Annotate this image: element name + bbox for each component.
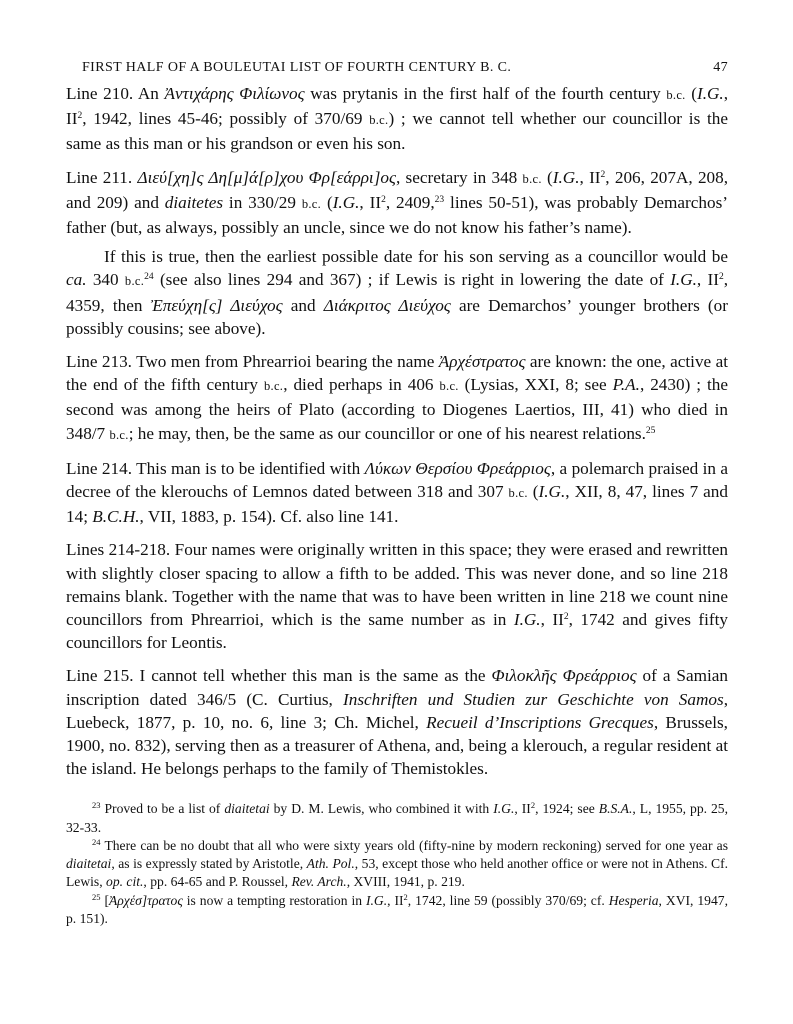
superscript: 23 — [92, 800, 101, 811]
text-run: ( — [527, 482, 539, 502]
italic-text: Ath. Pol. — [306, 856, 355, 872]
italic-text: Hesperia — [608, 892, 659, 908]
small-caps-text: b.c. — [124, 274, 145, 289]
small-caps-text: b.c. — [666, 88, 686, 102]
text-run: , 4359, then — [66, 270, 729, 315]
text-run: , II — [540, 610, 564, 630]
small-caps-text: b.c. — [439, 379, 459, 394]
italic-text: Rev. Arch. — [291, 874, 347, 890]
italic-text: diaitetai — [66, 856, 112, 872]
running-title: FIRST HALF OF A BOULEUTAI LIST OF FOURTH CENTURY B. C. — [82, 60, 512, 75]
text-run: , Brussels, 1900, no. 832), serving then as a treasurer of Athena, and, being a klerouch, a regular resident at the island. He belongs perhaps to the family of Themistokles. — [66, 712, 728, 779]
superscript: 2 — [718, 272, 724, 283]
text-run: and — [282, 295, 324, 315]
text-run: , II — [514, 801, 531, 817]
small-caps-text: b.c. — [522, 171, 542, 186]
italic-text: Διεύ[χη]ς Δη[μ]ά[ρ]χου Φρ[εάρρι]ος — [137, 167, 396, 187]
body-text — [66, 82, 728, 780]
italic-text: B.S.A. — [598, 801, 633, 817]
text-run: Line 214. This man is to be identified with — [66, 458, 365, 478]
italic-text: Ἀρχέσ]τρατος — [108, 892, 183, 908]
text-run: , as is expressly stated by Aristotle, — [111, 856, 307, 872]
superscript: 24 — [92, 836, 101, 847]
paragraph-line-210 — [66, 82, 728, 156]
superscript: 2 — [600, 169, 606, 180]
italic-text: I.G. — [513, 610, 541, 630]
small-caps-text: b.c. — [508, 486, 528, 501]
text-run: There can be no doubt that all who were sixty years old (fifty-nine by modern reckoning) served for one year as — [100, 837, 728, 853]
small-caps-text: b.c. — [109, 427, 129, 442]
text-run: , a polemarch praised in a decree of the klerouchs of Lemnos dated between 318 and 307 — [66, 458, 728, 502]
text-run: , VII, 1883, p. 154). Cf. also line 141. — [139, 507, 399, 527]
text-run: , 2409, — [385, 192, 435, 212]
small-caps-text: b.c. — [301, 196, 322, 211]
text-run: , XII, 8, 47, lines 7 and 14; — [66, 482, 728, 527]
text-run: ( — [541, 167, 553, 187]
paragraph-line-213 — [66, 350, 728, 447]
text-run: Line 210. An — [66, 84, 165, 103]
running-head — [66, 56, 728, 82]
italic-text: Λύκων Θερσίου Φρεάρριος — [364, 458, 551, 478]
text-run: ) ; we cannot tell whether our councillor is the same as this man or his grandson or even his son. — [66, 109, 729, 154]
text-run: [ — [100, 892, 109, 908]
text-run: ( — [321, 192, 333, 212]
footnote-fn-25 — [66, 892, 728, 928]
text-run: , II — [579, 167, 601, 187]
text-run: , 1742, line 59 (possibly 370/69; cf. — [407, 892, 609, 908]
text-run: by D. M. Lewis, who combined it with — [269, 801, 494, 817]
italic-text: I.G. — [552, 167, 580, 187]
italic-text: Inschriften und Studien zur Geschichte von Samos — [343, 689, 724, 709]
text-run: , Luebeck, 1877, p. 10, no. 6, line 3; Ch. Michel, — [66, 689, 728, 732]
paragraph-line-211 — [66, 166, 728, 240]
italic-text: Ἀντιχάρης Φιλίωνος — [164, 84, 305, 103]
italic-text: I.G. — [538, 482, 566, 502]
text-run: 340 — [86, 270, 125, 290]
text-run: of a Samian inscription dated 346/5 (C. Curtius, — [66, 666, 728, 709]
superscript: 2 — [563, 612, 569, 623]
text-run: are known: the one, active at the end of the fifth century — [66, 352, 728, 395]
text-run: , 1924; see — [535, 801, 599, 817]
italic-text: Recueil d’Inscriptions Grecques — [426, 712, 654, 732]
footnotes — [66, 800, 728, 927]
text-run: , 1742 and gives fifty councillors for Leontis. — [66, 610, 728, 653]
italic-text: ca. — [66, 270, 87, 290]
text-run: was prytanis in the first half of the fourth century — [304, 84, 667, 103]
superscript: 2 — [77, 111, 83, 122]
text-run: Line 215. I cannot tell whether this man is the same as the — [66, 666, 492, 686]
text-run: , L, 1955, pp. 25, 32-33. — [66, 801, 729, 835]
text-run: in 330/29 — [223, 192, 302, 212]
text-run: (see also lines 294 and 367) ; if Lewis is right in lowering the date of — [153, 270, 671, 290]
superscript: 2 — [403, 891, 408, 902]
superscript: 25 — [92, 891, 101, 902]
small-caps-text: b.c. — [369, 113, 389, 128]
superscript: 24 — [144, 272, 154, 283]
text-run: ; he may, then, be the same as our councillor or one of his nearest relations. — [128, 423, 646, 443]
text-run: , 2430) ; the second was among the heirs of Plato (according to Diogenes Laertios, III, 41) who died in 348/7 — [66, 375, 728, 443]
italic-text: I.G. — [696, 84, 724, 103]
text-run: , 53, except those who held another office or were not in Athens. Cf. Lewis, — [66, 856, 728, 890]
text-run: If this is true, then the earliest possible date for his son serving as a councillor would be — [104, 247, 728, 267]
small-caps-text: b.c. — [263, 379, 284, 394]
paragraph-lines-214-218 — [66, 538, 728, 654]
italic-text: Φιλοκλῆς Φρεάρριος — [491, 666, 637, 686]
text-run: are Demarchos’ younger brothers (or possibly cousins; see above). — [66, 295, 728, 338]
text-run: Line 213. Two men from Phrearrioi bearing the name — [66, 352, 439, 372]
italic-text: I.G. — [332, 192, 360, 212]
text-run: , II — [387, 892, 404, 908]
text-run: , XVI, 1947, p. 151). — [66, 892, 728, 926]
text-run: is now a tempting restoration in — [182, 892, 366, 908]
italic-text: I.G. — [365, 892, 388, 908]
text-run: Lines 214-218. Four names were originally written in this space; they were erased and rewritten with slightly closer spacing to allow a fifth to be added. This was never done, and so line 218 remains blank. Together with the name that was to have been written in line 218 we count nine councillors from Phrearrioi, which is the same number as in — [66, 540, 728, 630]
italic-text: I.G. — [493, 801, 515, 817]
paragraph-line-211-cont — [66, 245, 728, 340]
superscript: 25 — [645, 425, 656, 436]
text-run: , secretary in 348 — [395, 167, 523, 187]
italic-text: diaitetai — [224, 801, 270, 817]
italic-text: Ἐπεύχη[ς] Διεύχος — [150, 295, 283, 315]
text-run: , XVIII, 1941, p. 219. — [346, 874, 465, 890]
text-run: , 206, 207A, 208, and 209) and — [66, 167, 729, 212]
superscript: 23 — [434, 194, 445, 205]
italic-text: Ἀρχέστρατος — [438, 352, 526, 372]
italic-text: op. cit. — [106, 874, 144, 890]
text-run: ( — [685, 84, 697, 103]
superscript: 2 — [530, 800, 536, 811]
italic-text: Διάκριτος Διεύχος — [323, 295, 451, 315]
italic-text: B.C.H. — [92, 507, 140, 527]
text-run: , II — [359, 192, 382, 212]
paragraph-line-215 — [66, 664, 728, 780]
paragraph-line-214 — [66, 457, 728, 529]
text-run: , pp. 64-65 and P. Roussel, — [143, 874, 292, 890]
text-run: (Lysias, XXI, 8; see — [458, 375, 613, 395]
italic-text: I.G. — [670, 270, 697, 290]
text-run: , 1942, lines 45-46; possibly of 370/69 — [82, 109, 370, 129]
text-run: , II — [696, 270, 719, 290]
text-run: , II — [66, 84, 728, 129]
italic-text: diaitetes — [164, 192, 224, 212]
footnote-fn-24 — [66, 837, 728, 892]
footnote-fn-23 — [66, 800, 728, 836]
text-run: Line 211. — [66, 167, 138, 187]
page — [66, 56, 728, 928]
text-run: lines 50-51), was probably Demarchos’ father (but, as always, possibly an uncle, since we do not know his father’s name). — [66, 192, 728, 238]
italic-text: P.A. — [612, 375, 640, 395]
page-number: 47 — [713, 60, 728, 75]
text-run: , died perhaps in 406 — [283, 375, 440, 395]
superscript: 2 — [381, 194, 386, 205]
text-run: Proved to be a list of — [100, 801, 225, 817]
